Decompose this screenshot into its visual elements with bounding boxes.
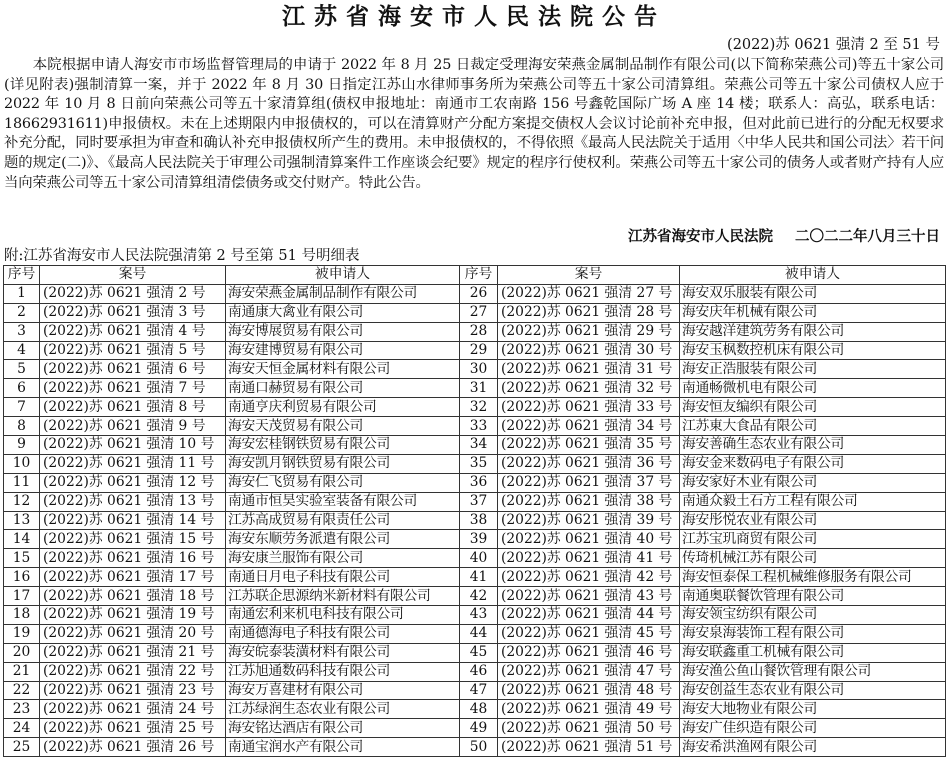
- row-respondent: 海安博展贸易有限公司: [226, 322, 460, 341]
- row-respondent: 海安建博贸易有限公司: [226, 341, 460, 360]
- row-respondent: 海安宏桂钢铁贸易有限公司: [226, 436, 460, 455]
- row-index: 48: [460, 700, 498, 719]
- table-row: [4, 379, 946, 398]
- row-respondent: 海安希洪渔网有限公司: [680, 738, 946, 757]
- row-case-number: (2022)苏 0621 强清 33 号: [498, 398, 680, 417]
- table-row: [4, 606, 946, 625]
- table-row: [4, 719, 946, 738]
- row-case-number: (2022)苏 0621 强清 43 号: [498, 587, 680, 606]
- row-respondent: 传琦机械江苏有限公司: [680, 549, 946, 568]
- row-index: 6: [4, 379, 40, 398]
- row-respondent: 江苏宝玑商贸有限公司: [680, 530, 946, 549]
- row-index: 12: [4, 492, 40, 511]
- row-respondent: 江苏联企思源纳米新材料有限公司: [226, 587, 460, 606]
- row-respondent: 南通日月电子科技有限公司: [226, 568, 460, 587]
- table-body: [4, 284, 946, 756]
- row-index: 44: [460, 624, 498, 643]
- row-respondent: 海安渔公鱼山餐饮管理有限公司: [680, 662, 946, 681]
- row-respondent: 南通宏利来机电科技有限公司: [226, 606, 460, 625]
- row-case-number: (2022)苏 0621 强清 4 号: [40, 322, 226, 341]
- row-case-number: (2022)苏 0621 强清 17 号: [40, 568, 226, 587]
- row-respondent: 南通康大禽业有限公司: [226, 303, 460, 322]
- table-row: [4, 454, 946, 473]
- row-respondent: 海安玉枫数控机床有限公司: [680, 341, 946, 360]
- table-row: [4, 492, 946, 511]
- row-index: 4: [4, 341, 40, 360]
- row-index: 17: [4, 587, 40, 606]
- row-index: 39: [460, 530, 498, 549]
- row-case-number: (2022)苏 0621 强清 49 号: [498, 700, 680, 719]
- table-row: [4, 530, 946, 549]
- row-index: 16: [4, 568, 40, 587]
- row-index: 2: [4, 303, 40, 322]
- row-case-number: (2022)苏 0621 强清 37 号: [498, 473, 680, 492]
- row-index: 21: [4, 662, 40, 681]
- row-case-number: (2022)苏 0621 强清 14 号: [40, 511, 226, 530]
- header-respondent: 被申请人: [226, 266, 460, 285]
- row-respondent: 海安领宝纺织有限公司: [680, 606, 946, 625]
- table-row: [4, 322, 946, 341]
- row-index: 34: [460, 436, 498, 455]
- row-case-number: (2022)苏 0621 强清 24 号: [40, 700, 226, 719]
- notice-title: 江苏省海安市人民法院公告: [282, 4, 666, 30]
- case-number: (2022)苏 0621 强清 2 至 51 号: [727, 37, 940, 53]
- row-index: 42: [460, 587, 498, 606]
- row-respondent: 海安恒泰保工程机械维修服务有限公司: [680, 568, 946, 587]
- table-row: [4, 549, 946, 568]
- table-row: [4, 568, 946, 587]
- row-respondent: 海安创益生态农业有限公司: [680, 681, 946, 700]
- row-case-number: (2022)苏 0621 强清 28 号: [498, 303, 680, 322]
- table-row: [4, 738, 946, 757]
- row-case-number: (2022)苏 0621 强清 5 号: [40, 341, 226, 360]
- row-case-number: (2022)苏 0621 强清 26 号: [40, 738, 226, 757]
- row-respondent: 南通奥联餐饮管理有限公司: [680, 587, 946, 606]
- row-respondent: 南通口赫贸易有限公司: [226, 379, 460, 398]
- row-case-number: (2022)苏 0621 强清 16 号: [40, 549, 226, 568]
- row-case-number: (2022)苏 0621 强清 42 号: [498, 568, 680, 587]
- row-respondent: 江苏高成贸易有限责任公司: [226, 511, 460, 530]
- row-index: 13: [4, 511, 40, 530]
- table-row: [4, 662, 946, 681]
- row-respondent: 海安联鑫重工机械有限公司: [680, 643, 946, 662]
- row-case-number: (2022)苏 0621 强清 29 号: [498, 322, 680, 341]
- notice-body: 本院根据申请人海安市市场监督管理局的申请于 2022 年 8 月 25 日裁定受理海安荣燕金属制品制作有限公司(以下简称荣燕公司)等五十家公司(详见附表)强制清算一案，并于 2022 年 8 月 30 日指定江苏山水律师事务所为荣燕公司等五十家公司清算组。荣燕公司等五十家公司债权人应于 2022 年 10 月 8 日前向荣燕公司等五十家清算组(债权申报地址：南通市工农南路 156 号鑫乾国际广场 A 座 14 楼；联系人：高弘，联系电话：18662931611)申报债权。未在上述期限内申报债权的，可以在清算财产分配方案提交债权人会议讨论前补充申报，但对此前已进行的分配无权要求补充分配，同时要承担为审查和确认补充申报债权所产生的费用。未申报债权的，不得依照《最高人民法院关于适用〈中华人民共和国公司法〉若干问题的规定(二)》、《最高人民法院关于审理公司强制清算案件工作座谈会纪要》规定的程序行使权利。荣燕公司等五十家公司的债务人或者财产持有人应当向荣燕公司等五十家公司清算组清偿债务或交付财产。特此公告。: [4, 57, 944, 191]
- row-respondent: 江苏東大食品有限公司: [680, 417, 946, 436]
- row-index: 19: [4, 624, 40, 643]
- row-respondent: 海安天茂贸易有限公司: [226, 417, 460, 436]
- row-case-number: (2022)苏 0621 强清 13 号: [40, 492, 226, 511]
- row-index: 1: [4, 284, 40, 303]
- row-case-number: (2022)苏 0621 强清 48 号: [498, 681, 680, 700]
- table-row: [4, 417, 946, 436]
- row-index: 10: [4, 454, 40, 473]
- signature: [628, 228, 940, 247]
- row-respondent: 海安皖泰装潢材料有限公司: [226, 643, 460, 662]
- row-case-number: (2022)苏 0621 强清 18 号: [40, 587, 226, 606]
- row-index: 18: [4, 606, 40, 625]
- header-case-number: 案号: [498, 266, 680, 285]
- row-index: 22: [4, 681, 40, 700]
- row-case-number: (2022)苏 0621 强清 45 号: [498, 624, 680, 643]
- row-case-number: (2022)苏 0621 强清 50 号: [498, 719, 680, 738]
- row-respondent: 海安东顺劳务派遣有限公司: [226, 530, 460, 549]
- row-case-number: (2022)苏 0621 强清 41 号: [498, 549, 680, 568]
- row-respondent: 海安广佳织造有限公司: [680, 719, 946, 738]
- row-index: 37: [460, 492, 498, 511]
- row-case-number: (2022)苏 0621 强清 10 号: [40, 436, 226, 455]
- row-respondent: 海安家好木业有限公司: [680, 473, 946, 492]
- row-case-number: (2022)苏 0621 强清 40 号: [498, 530, 680, 549]
- row-index: 25: [4, 738, 40, 757]
- row-respondent: 海安仁飞贸易有限公司: [226, 473, 460, 492]
- table-row: [4, 341, 946, 360]
- row-respondent: 海安双乐服装有限公司: [680, 284, 946, 303]
- row-case-number: (2022)苏 0621 强清 2 号: [40, 284, 226, 303]
- row-case-number: (2022)苏 0621 强清 35 号: [498, 436, 680, 455]
- row-index: 40: [460, 549, 498, 568]
- row-respondent: 海安铭达酒店有限公司: [226, 719, 460, 738]
- row-case-number: (2022)苏 0621 强清 36 号: [498, 454, 680, 473]
- row-respondent: 江苏旭通数码科技有限公司: [226, 662, 460, 681]
- row-case-number: (2022)苏 0621 强清 19 号: [40, 606, 226, 625]
- row-respondent: 海安恒友编织有限公司: [680, 398, 946, 417]
- row-index: 15: [4, 549, 40, 568]
- table-row: [4, 360, 946, 379]
- table-header-row: [4, 266, 946, 285]
- row-respondent: 海安凯月钢铁贸易有限公司: [226, 454, 460, 473]
- row-index: 30: [460, 360, 498, 379]
- row-case-number: (2022)苏 0621 强清 22 号: [40, 662, 226, 681]
- row-respondent: 南通市恒昊实验室装备有限公司: [226, 492, 460, 511]
- table-row: [4, 398, 946, 417]
- row-case-number: (2022)苏 0621 强清 39 号: [498, 511, 680, 530]
- row-case-number: (2022)苏 0621 强清 32 号: [498, 379, 680, 398]
- row-respondent: 海安庆年机械有限公司: [680, 303, 946, 322]
- row-index: 41: [460, 568, 498, 587]
- row-respondent: 海安善确生态农业有限公司: [680, 436, 946, 455]
- row-index: 43: [460, 606, 498, 625]
- row-case-number: (2022)苏 0621 强清 8 号: [40, 398, 226, 417]
- signature-court: 江苏省海安市人民法院: [628, 229, 773, 245]
- row-index: 28: [460, 322, 498, 341]
- row-respondent: 海安康兰服饰有限公司: [226, 549, 460, 568]
- row-case-number: (2022)苏 0621 强清 27 号: [498, 284, 680, 303]
- row-index: 32: [460, 398, 498, 417]
- row-respondent: 南通宝润水产有限公司: [226, 738, 460, 757]
- row-index: 47: [460, 681, 498, 700]
- table-row: [4, 436, 946, 455]
- row-respondent: 南通亨庆利贸易有限公司: [226, 398, 460, 417]
- row-index: 11: [4, 473, 40, 492]
- row-respondent: 海安彤悦农业有限公司: [680, 511, 946, 530]
- row-case-number: (2022)苏 0621 强清 23 号: [40, 681, 226, 700]
- header-respondent: 被申请人: [680, 266, 946, 285]
- row-index: 50: [460, 738, 498, 757]
- row-respondent: 海安金来数码电子有限公司: [680, 454, 946, 473]
- table-row: [4, 700, 946, 719]
- row-case-number: (2022)苏 0621 强清 51 号: [498, 738, 680, 757]
- row-case-number: (2022)苏 0621 强清 25 号: [40, 719, 226, 738]
- row-index: 46: [460, 662, 498, 681]
- row-case-number: (2022)苏 0621 强清 47 号: [498, 662, 680, 681]
- row-case-number: (2022)苏 0621 强清 15 号: [40, 530, 226, 549]
- row-case-number: (2022)苏 0621 强清 20 号: [40, 624, 226, 643]
- row-case-number: (2022)苏 0621 强清 31 号: [498, 360, 680, 379]
- table-row: [4, 284, 946, 303]
- row-case-number: (2022)苏 0621 强清 30 号: [498, 341, 680, 360]
- row-case-number: (2022)苏 0621 强清 46 号: [498, 643, 680, 662]
- table-row: [4, 587, 946, 606]
- row-respondent: 江苏绿润生态农业有限公司: [226, 700, 460, 719]
- row-index: 38: [460, 511, 498, 530]
- row-case-number: (2022)苏 0621 强清 44 号: [498, 606, 680, 625]
- row-respondent: 南通德海电子科技有限公司: [226, 624, 460, 643]
- header-index: 序号: [4, 266, 40, 285]
- row-respondent: 海安天恒金属材料有限公司: [226, 360, 460, 379]
- row-index: 27: [460, 303, 498, 322]
- row-case-number: (2022)苏 0621 强清 21 号: [40, 643, 226, 662]
- row-case-number: (2022)苏 0621 强清 34 号: [498, 417, 680, 436]
- case-list-table: [3, 265, 946, 757]
- table-row: [4, 643, 946, 662]
- table-row: [4, 511, 946, 530]
- row-index: 3: [4, 322, 40, 341]
- row-case-number: (2022)苏 0621 强清 7 号: [40, 379, 226, 398]
- row-index: 9: [4, 436, 40, 455]
- row-respondent: 海安泉海装饰工程有限公司: [680, 624, 946, 643]
- row-case-number: (2022)苏 0621 强清 11 号: [40, 454, 226, 473]
- table-row: [4, 624, 946, 643]
- signature-date: 二〇二二年八月三十日: [795, 229, 940, 245]
- row-case-number: (2022)苏 0621 强清 6 号: [40, 360, 226, 379]
- row-index: 33: [460, 417, 498, 436]
- row-index: 29: [460, 341, 498, 360]
- row-index: 7: [4, 398, 40, 417]
- header-index: 序号: [460, 266, 498, 285]
- row-respondent: 海安荣燕金属制品制作有限公司: [226, 284, 460, 303]
- row-case-number: (2022)苏 0621 强清 9 号: [40, 417, 226, 436]
- row-index: 31: [460, 379, 498, 398]
- row-respondent: 海安正浩服装有限公司: [680, 360, 946, 379]
- row-index: 26: [460, 284, 498, 303]
- table-row: [4, 303, 946, 322]
- row-case-number: (2022)苏 0621 强清 38 号: [498, 492, 680, 511]
- row-respondent: 海安万喜建材有限公司: [226, 681, 460, 700]
- row-index: 20: [4, 643, 40, 662]
- row-index: 8: [4, 417, 40, 436]
- table-row: [4, 473, 946, 492]
- row-index: 49: [460, 719, 498, 738]
- row-case-number: (2022)苏 0621 强清 3 号: [40, 303, 226, 322]
- table-row: [4, 681, 946, 700]
- row-index: 24: [4, 719, 40, 738]
- row-index: 35: [460, 454, 498, 473]
- row-respondent: 海安大地物业有限公司: [680, 700, 946, 719]
- row-index: 14: [4, 530, 40, 549]
- header-case-number: 案号: [40, 266, 226, 285]
- row-respondent: 海安越洋建筑劳务有限公司: [680, 322, 946, 341]
- annex-title: 附:江苏省海安市人民法院强清第 2 号至第 51 号明细表: [4, 248, 360, 264]
- row-index: 45: [460, 643, 498, 662]
- row-index: 23: [4, 700, 40, 719]
- row-case-number: (2022)苏 0621 强清 12 号: [40, 473, 226, 492]
- row-index: 5: [4, 360, 40, 379]
- row-respondent: 南通众毅土石方工程有限公司: [680, 492, 946, 511]
- row-respondent: 南通畅微机电有限公司: [680, 379, 946, 398]
- row-index: 36: [460, 473, 498, 492]
